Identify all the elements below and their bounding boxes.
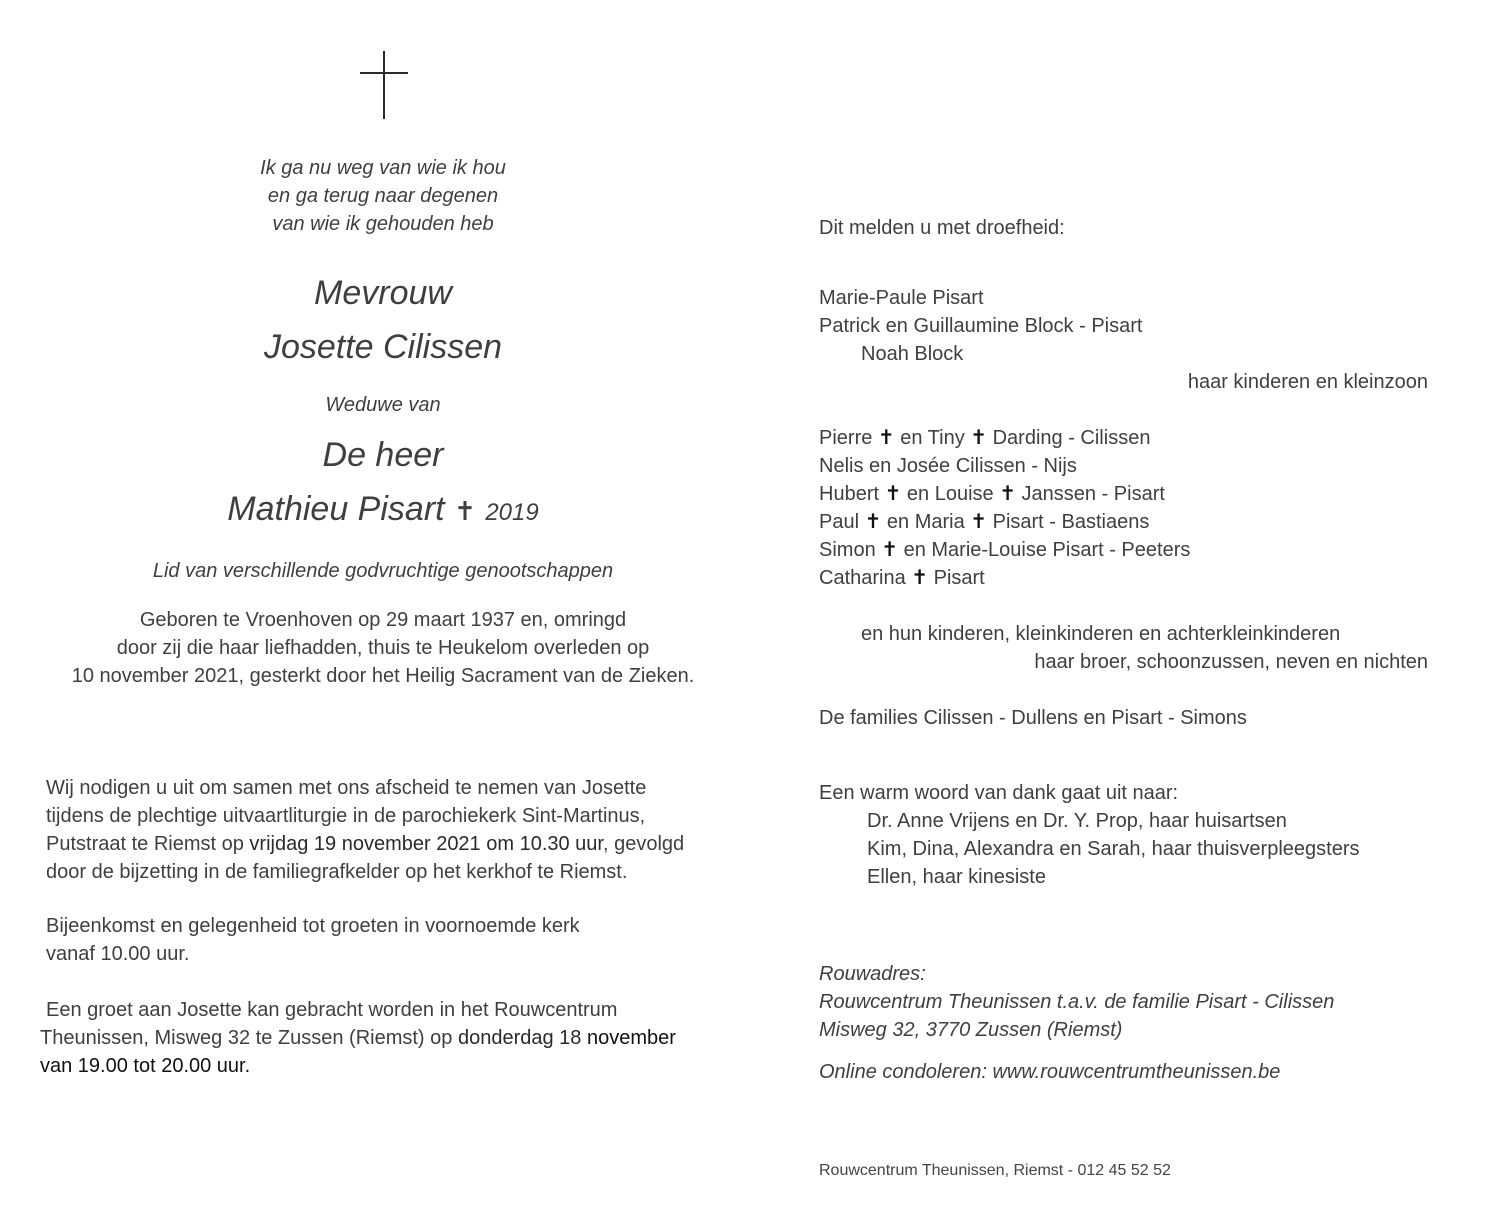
thanks-intro: Een warm woord van dank gaat uit naar: [819, 782, 1179, 804]
extended-family [819, 620, 1439, 676]
cross-icon: ✝ [864, 511, 882, 533]
list-item: Paul ✝ en Maria ✝ Pisart - Bastiaens [819, 511, 1150, 533]
poem [133, 154, 633, 238]
deceased-title: Mevrouw [314, 274, 452, 312]
invite-line: tijdens de plechtige uitvaartliturgie in de parochiekerk Sint-Martinus, [46, 805, 646, 827]
address-line: Rouwcentrum Theunissen t.a.v. de familie Pisart - Cilissen [819, 991, 1335, 1013]
deceased-name: Josette Cilissen [263, 328, 503, 366]
greeting-info [40, 996, 760, 1080]
invite-line: door de bijzetting in de familiegrafkelder op het kerkhof te Riemst. [46, 861, 628, 883]
siblings-list [819, 424, 1439, 592]
member-of: Lid van verschillende godvruchtige genootschappen [152, 560, 614, 582]
husband-title: De heer [322, 436, 444, 474]
gathering-line: vanaf 10.00 uur. [46, 943, 190, 965]
greeting-date: donderdag 18 [457, 1027, 582, 1049]
address-label: Rouwadres: [819, 963, 926, 985]
greeting-time: van 19.00 tot 20.00 uur. [40, 1055, 251, 1077]
husband-line [83, 482, 683, 540]
husband-name: Mathieu Pisart [227, 490, 445, 528]
greeting-text: Theunissen, Misweg 32 te Zussen (Riemst) op [40, 1027, 458, 1049]
greeting-line: Een groet aan Josette kan gebracht worden in het Rouwcentrum [46, 999, 618, 1021]
birth-line: 10 november 2021, gesterkt door het Heilig Sacrament van de Zieken. [71, 665, 695, 687]
greeting-line [40, 1024, 760, 1052]
list-item: Patrick en Guillaumine Block - Pisart [819, 315, 1143, 337]
list-item: Kim, Dina, Alexandra en Sarah, haar thuisverpleegsters [867, 838, 1360, 860]
deceased-name-block [83, 266, 683, 374]
cross-icon: ✝ [884, 483, 902, 505]
greeting-month: november [581, 1027, 676, 1049]
invite-text: Putstraat te Riemst op [46, 833, 250, 855]
husband-block [83, 428, 683, 540]
list-item: Marie-Paule Pisart [819, 287, 984, 309]
list-item: Simon ✝ en Marie-Louise Pisart - Peeters [819, 539, 1191, 561]
gathering-info [46, 912, 746, 968]
funeral-invitation [46, 774, 746, 886]
birth-line: Geboren te Vroenhoven op 29 maart 1937 en, omringd [139, 609, 627, 631]
extended-line: en hun kinderen, kleinkinderen en achterkleinkinderen [861, 623, 1341, 645]
widow-of: Weduwe van [325, 394, 441, 416]
online-condolences: Online condoleren: www.rouwcentrumtheunissen.be [819, 1061, 1281, 1083]
cross-icon: ✝ [999, 483, 1016, 505]
families: De families Cilissen - Dullens en Pisart - Simons [819, 707, 1247, 729]
invite-text: , gevolgd [603, 833, 685, 855]
thanks-block [819, 779, 1439, 891]
grandchild: Noah Block [861, 343, 964, 365]
list-item: Catharina ✝ Pisart [819, 567, 985, 589]
extended-line: haar broer, schoonzussen, neven en nichten [1034, 651, 1428, 673]
birth-text [33, 606, 733, 690]
gathering-line: Bijeenkomst en gelegenheid tot groeten in voornoemde kerk [46, 915, 580, 937]
cross-icon: ✝ [877, 427, 895, 449]
list-item: Dr. Anne Vrijens en Dr. Y. Prop, haar huisartsen [867, 810, 1287, 832]
children-caption: haar kinderen en kleinzoon [1187, 371, 1428, 393]
address-line: Misweg 32, 3770 Zussen (Riemst) [819, 1019, 1123, 1041]
list-item: Nelis en Josée Cilissen - Nijs [819, 455, 1077, 477]
poem-line: van wie ik gehouden heb [272, 213, 494, 235]
poem-line: Ik ga nu weg van wie ik hou [260, 157, 506, 179]
funeral-datetime: vrijdag 19 november 2021 om 10.30 uur [249, 833, 603, 855]
footer: Rouwcentrum Theunissen, Riemst - 012 45 52 52 [819, 1162, 1171, 1179]
cross-icon [358, 48, 410, 122]
children-list [819, 284, 1439, 396]
husband-cross-icon: ✝ [454, 496, 476, 526]
address-block [819, 960, 1439, 1044]
husband-year: 2019 [485, 499, 539, 526]
cross-icon: ✝ [911, 567, 929, 589]
list-item: Hubert ✝ en Louise ✝ Janssen - Pisart [819, 483, 1165, 505]
cross-icon: ✝ [970, 511, 988, 533]
intro-text: Dit melden u met droefheid: [819, 217, 1065, 239]
cross-icon: ✝ [970, 427, 988, 449]
invite-line: Wij nodigen u uit om samen met ons afscheid te nemen van Josette [46, 777, 647, 799]
birth-line: door zij die haar liefhadden, thuis te Heukelom overleden op [116, 637, 650, 659]
cross-icon: ✝ [881, 539, 899, 561]
poem-line: en ga terug naar degenen [267, 185, 499, 207]
invite-line [46, 830, 746, 858]
list-item: Pierre ✝ en Tiny ✝ Darding - Cilissen [819, 427, 1151, 449]
list-item: Ellen, haar kinesiste [867, 866, 1046, 888]
